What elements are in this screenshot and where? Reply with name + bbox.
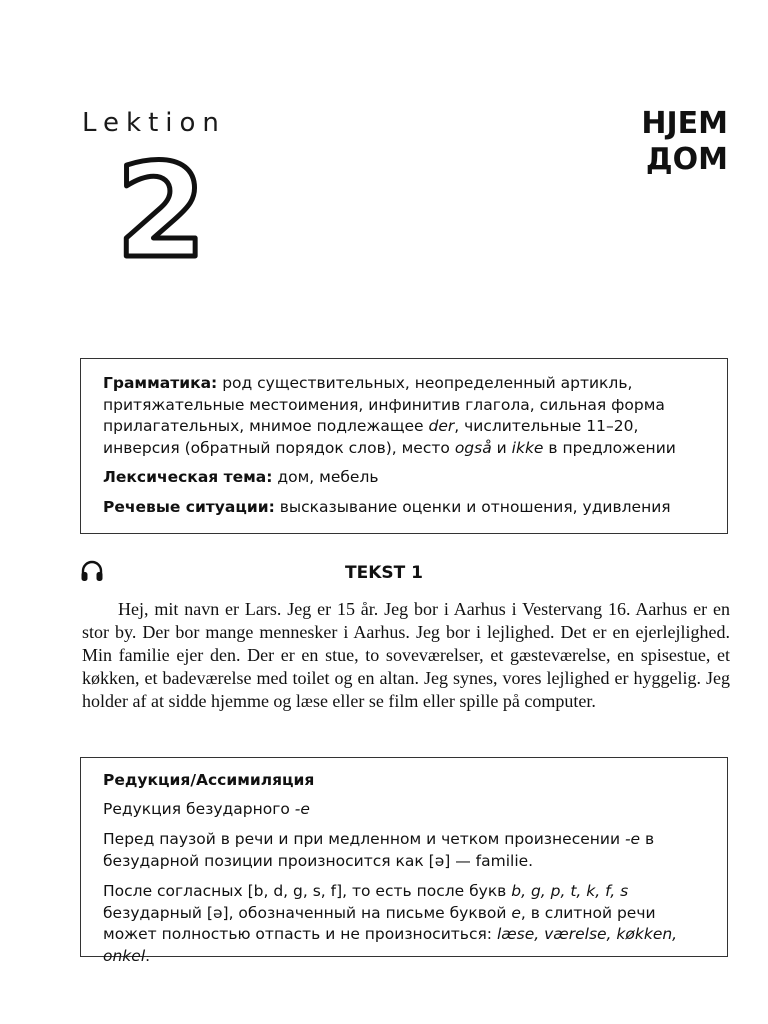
grammar-text-3: и (491, 438, 512, 457)
grammar-paragraph (103, 373, 707, 459)
p2-text-2: безударный [ə], обозначенный на письме буквой (103, 903, 512, 922)
lexical-paragraph (103, 467, 707, 489)
p2-letters: b, g, p, t, k, f, s (511, 882, 629, 900)
reduction-subheading-text: Редукция безударного (103, 799, 295, 818)
speech-text: высказывание оценки и отношения, удивления (274, 497, 671, 516)
p1-text-1: Перед паузой в речи и при медленном и четком произнесении (103, 830, 625, 848)
lesson-label: Lektion (82, 108, 226, 138)
grammar-ogsa: også (454, 438, 492, 457)
title-danish: HJEM (641, 106, 728, 141)
grammar-der: der (428, 417, 455, 435)
grammar-ikke: ikke (511, 438, 544, 457)
reading-text-content: Hej, mit navn er Lars. Jeg er 15 år. Jeg bor i Aarhus i Vestervang 16. Aarhus er en stor by. Der bor mange mennesker i Aarhus. Jeg bor i lejlighed. Det er en ejerlejlighed. Min familie ejer den. Der er en stue, to soveværelser, et gæsteværelse, en spisestue, et køkken, et badeværelse med toilet og en altan. Jeg synes, vores lejlighed er hyggelig. Jeg holder af at sidde hjemme og læse eller se film eller spille på computer. (82, 599, 730, 711)
reduction-subheading (103, 799, 707, 821)
grammar-label: Грамматика: (103, 374, 218, 392)
lexical-label: Лексическая тема: (103, 468, 273, 486)
lesson-number-text: 2 (116, 138, 207, 268)
grammar-text: род существительных, неопределенный артикль, притяжательные местоимения, инфинитив глагола, сильная форма прилагательных, мнимое подлежащее (103, 374, 665, 435)
reduction-paragraph-1 (103, 829, 707, 872)
speech-paragraph (103, 497, 707, 519)
p1-e: -e (624, 830, 641, 848)
section-title: TEKST 1 (345, 563, 423, 583)
grammar-text-2: , числительные 11–20, инверсия (обратный порядок слов), место (103, 417, 639, 457)
title-russian: ДОМ (645, 142, 728, 177)
reduction-heading: Редукция/Ассимиляция (103, 771, 315, 789)
lesson-number (112, 138, 222, 268)
p2-end: . (145, 946, 151, 965)
lexical-text: дом, мебель (272, 468, 379, 486)
lesson-title (641, 106, 728, 178)
reduction-subheading-e: -e (294, 799, 310, 818)
p2-text-1: После согласных [b, d, g, s, f], то есть после букв (103, 882, 512, 900)
p2-e: e (511, 903, 521, 922)
p2-text-3: , в слитной речи может полностью отпасть и не произноситься: (103, 903, 656, 943)
p2-examples: læse, værelse, køkken, onkel (103, 925, 678, 965)
lesson-info-box (80, 358, 728, 534)
p1-text-2: в безударной позиции произносится как [ə] — familie. (103, 830, 655, 870)
reading-text (82, 598, 730, 713)
reduction-box (80, 757, 728, 965)
speech-label: Речевые ситуации: (103, 497, 275, 516)
grammar-text-4: в предложении (543, 438, 676, 457)
reduction-paragraph-2 (103, 881, 707, 967)
